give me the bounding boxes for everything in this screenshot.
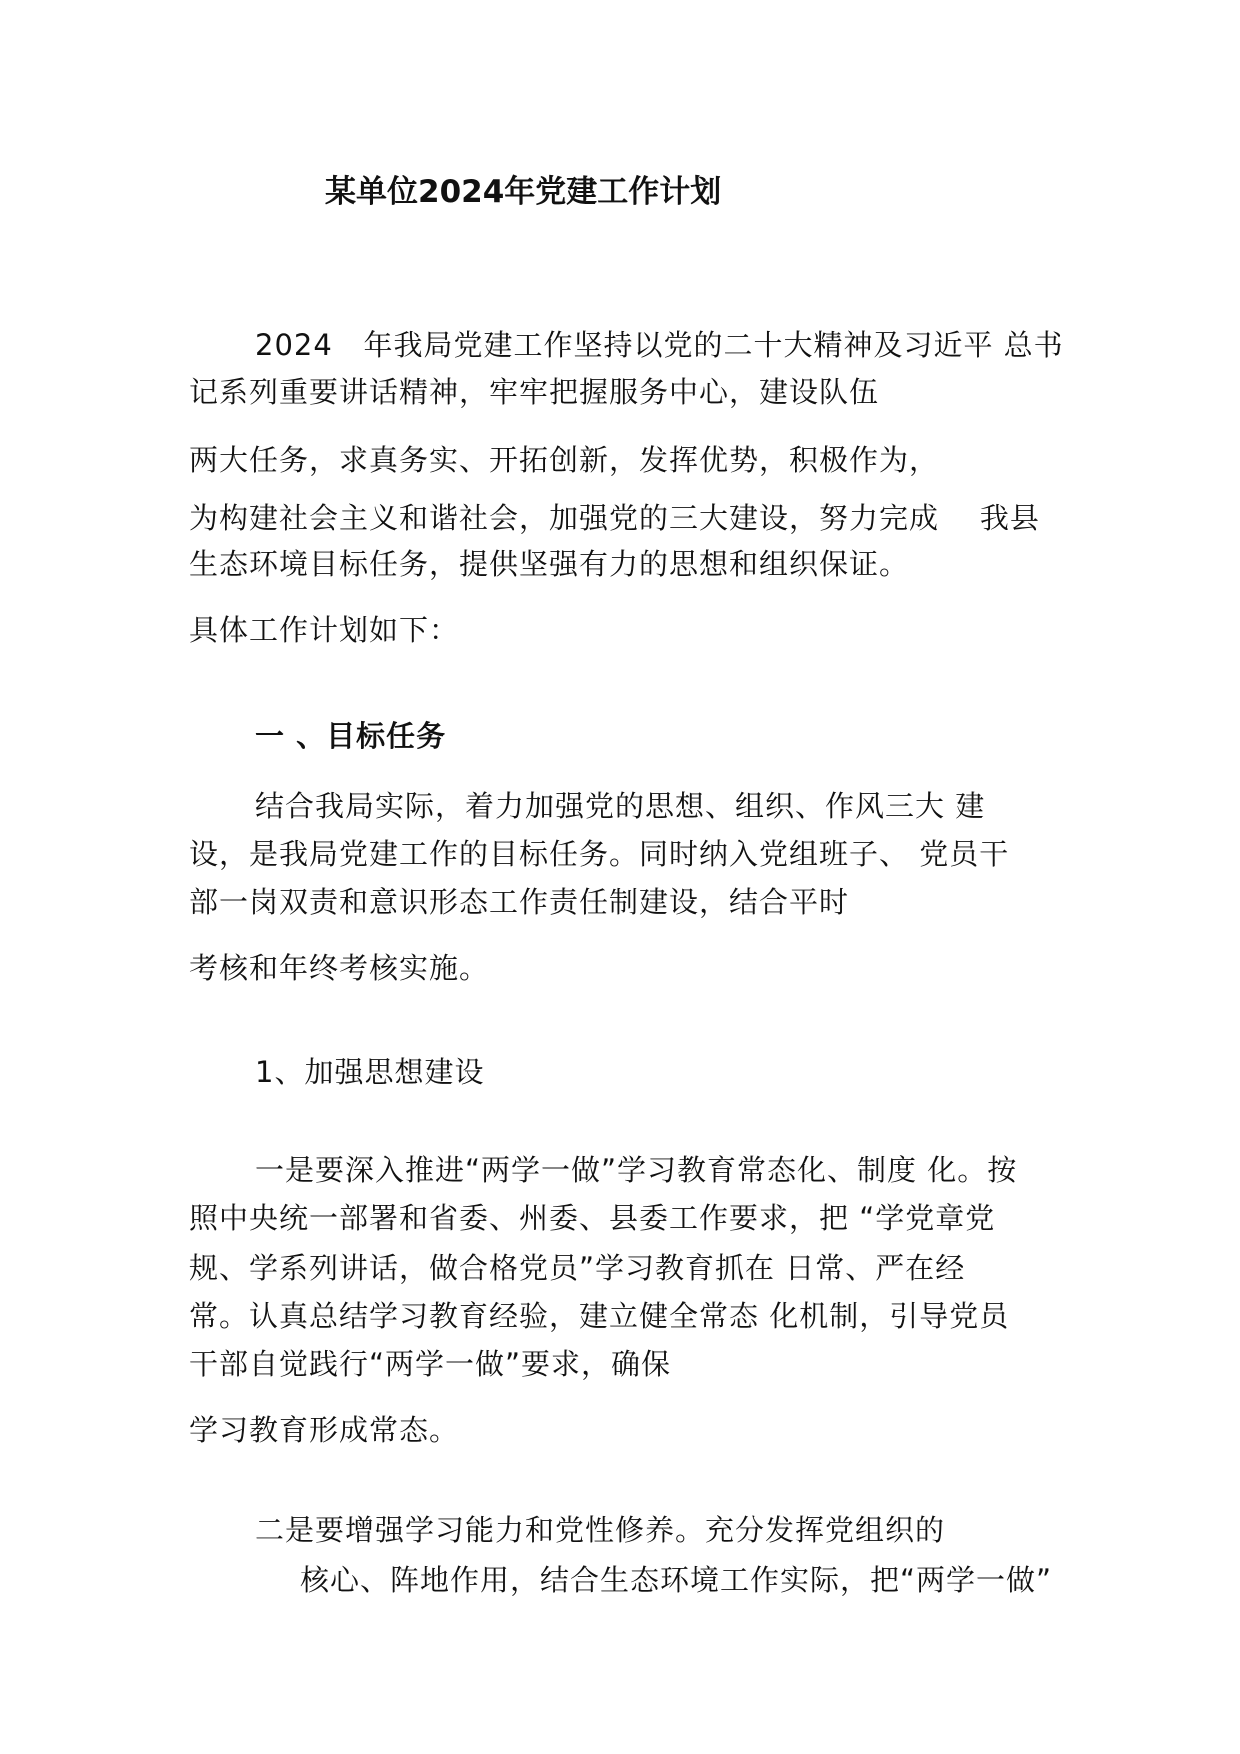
paragraph-line: 设，是我局党建工作的目标任务。同时纳入党组班子、 党员干 [189,837,1010,871]
paragraph-line: 两大任务，求真务实、开拓创新，发挥优势，积极作为， [189,443,940,477]
paragraph-line: 生态环境目标任务，提供坚强有力的思想和组织保证。 [189,547,910,581]
paragraph-line: 核心、阵地作用，结合生态环境工作实际，把“两学一做” [300,1563,1053,1597]
paragraph-line: 学习教育形成常态。 [189,1413,460,1447]
paragraph-line: 具体工作计划如下： [189,613,460,647]
paragraph-line: 结合我局实际，着力加强党的思想、组织、作风三大 建 [255,789,986,823]
paragraph-line: 为构建社会主义和谐社会，加强党的三大建设，努力完成 我县 [189,501,1040,535]
paragraph-line: 规、学系列讲话，做合格党员”学习教育抓在 日常、严在经 [189,1251,966,1285]
paragraph-line: 干部自觉践行“两学一做”要求，确保 [189,1347,672,1381]
paragraph-line: 常。认真总结学习教育经验，建立健全常态 化机制，引导党员 [189,1299,1010,1333]
section-heading: 一 、目标任务 [255,719,447,753]
paragraph-line: 一是要深入推进“两学一做”学习教育常态化、制度 化。按 [255,1153,1018,1187]
paragraph-line: 照中央统一部署和省委、州委、县委工作要求，把 “学党章党 [189,1201,996,1235]
subsection-heading: 1、加强思想建设 [255,1055,485,1089]
paragraph-line: 记系列重要讲话精神，牢牢把握服务中心，建设队伍 [189,375,880,409]
paragraph-line: 考核和年终考核实施。 [189,951,490,985]
paragraph-line: 二是要增强学习能力和党性修养。充分发挥党组织的 [255,1513,946,1547]
paragraph-line: 部一岗双责和意识形态工作责任制建设，结合平时 [189,885,850,919]
paragraph-line: 2024 年我局党建工作坚持以党的二十大精神及习近平 总书 [255,328,1064,362]
document-title: 某单位2024年党建工作计划 [325,174,722,210]
